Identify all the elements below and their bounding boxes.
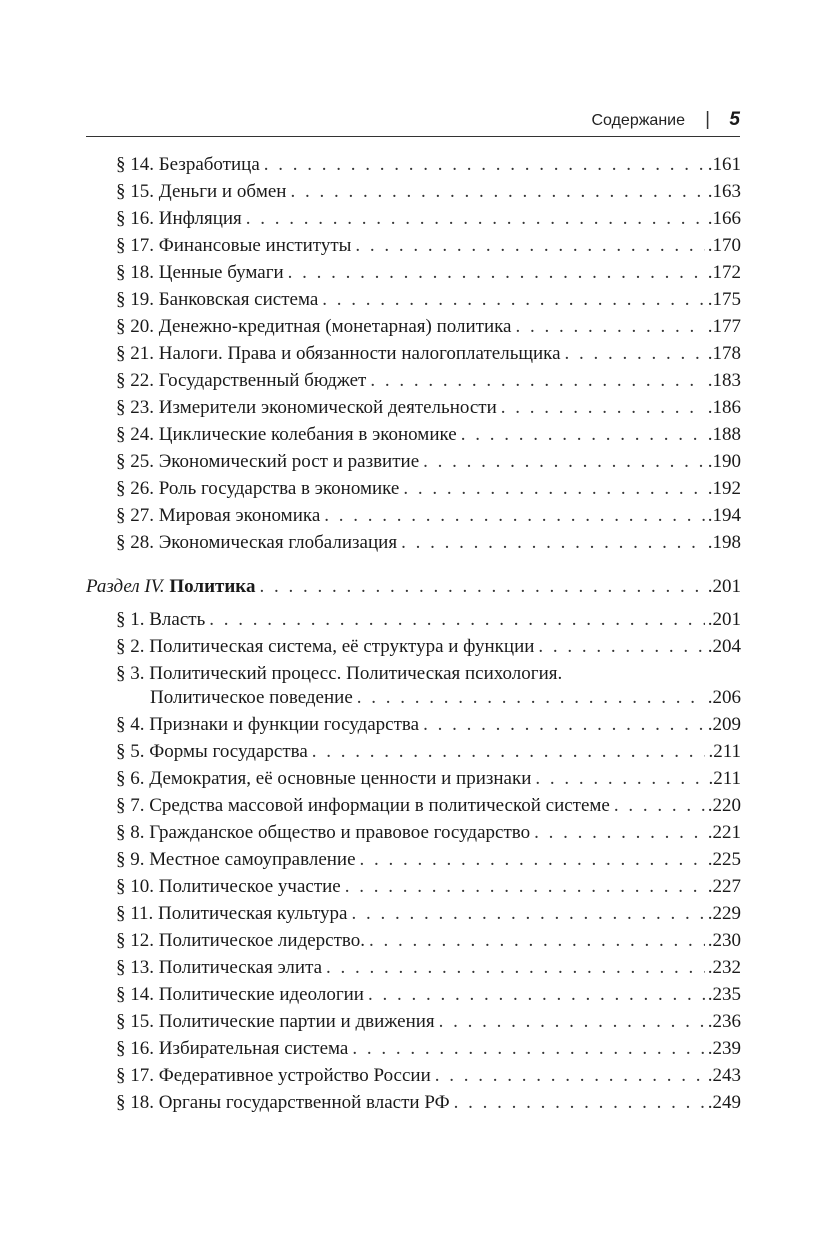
entry-page: .178 — [707, 343, 741, 364]
toc-entry[interactable] — [116, 422, 741, 448]
leader-dots — [401, 530, 705, 556]
toc-entry[interactable] — [116, 874, 741, 900]
toc-entry[interactable] — [116, 368, 741, 394]
entry-page: .198 — [707, 532, 741, 553]
entry-label: § 5. Формы государства — [116, 741, 308, 762]
leader-dots — [351, 901, 704, 927]
entry-page: .229 — [707, 903, 741, 924]
entry-page: .172 — [707, 262, 741, 283]
entry-label: § 9. Местное самоуправление — [116, 849, 356, 870]
leader-dots — [535, 766, 705, 792]
toc-entry[interactable] — [116, 341, 741, 367]
entry-label: § 16. Избирательная система — [116, 1038, 349, 1059]
entry-page: .221 — [707, 822, 741, 843]
entry-label: § 13. Политическая элита — [116, 957, 323, 978]
entry-page: .206 — [707, 687, 741, 708]
entry-label: § 1. Власть — [116, 609, 206, 630]
leader-dots — [454, 1090, 705, 1116]
entry-label: § 18. Ценные бумаги — [116, 262, 284, 283]
toc-entry[interactable] — [116, 530, 741, 556]
entry-page: .211 — [708, 768, 741, 789]
section-title: Политика — [169, 576, 256, 597]
toc-entry[interactable] — [116, 928, 741, 954]
leader-dots — [435, 1063, 705, 1089]
toc-entry[interactable] — [116, 1063, 741, 1089]
entry-page: .192 — [707, 478, 741, 499]
toc-entry[interactable] — [116, 152, 741, 178]
entry-page: .235 — [707, 984, 741, 1005]
entry-label: § 25. Экономический рост и развитие — [116, 451, 420, 472]
leader-dots — [565, 341, 705, 367]
entry-page: .211 — [708, 741, 741, 762]
leader-dots — [352, 1036, 704, 1062]
toc-entry[interactable] — [116, 1036, 741, 1062]
toc-entry[interactable] — [116, 982, 741, 1008]
leader-dots — [370, 368, 704, 394]
entry-label: § 17. Финансовые институты — [116, 235, 352, 256]
leader-dots — [264, 152, 705, 178]
entry-label: § 7. Средства массовой информации в политической системе — [116, 795, 610, 816]
entry-label: § 12. Политическое лидерство. — [116, 930, 365, 951]
entry-page: .188 — [707, 424, 741, 445]
entry-label: § 24. Циклические колебания в экономике — [116, 424, 457, 445]
entry-page: .190 — [707, 451, 741, 472]
section-page: .201 — [707, 576, 741, 597]
toc-entry[interactable] — [116, 233, 741, 259]
toc-entry[interactable] — [116, 607, 741, 633]
entry-page: .161 — [707, 154, 741, 175]
leader-dots — [324, 503, 705, 529]
leader-dots — [423, 712, 705, 738]
entry-label: § 19. Банковская система — [116, 289, 319, 310]
entry-label: § 18. Органы государственной власти РФ — [116, 1092, 450, 1113]
toc-entry[interactable] — [116, 847, 741, 873]
leader-dots — [423, 449, 705, 475]
toc-entry[interactable] — [116, 179, 741, 205]
entry-label: § 16. Инфляция — [116, 208, 242, 229]
toc-entry-line1[interactable]: § 3. Политический процесс. Политическая психология. — [116, 663, 563, 684]
entry-label: § 11. Политическая культура — [116, 903, 348, 924]
entry-page: .249 — [707, 1092, 741, 1113]
leader-dots — [357, 685, 705, 711]
leader-dots — [501, 395, 705, 421]
leader-dots — [368, 982, 705, 1008]
leader-dots — [439, 1009, 705, 1035]
entry-label: § 15. Политические партии и движения — [116, 1011, 435, 1032]
toc-entry[interactable] — [116, 955, 741, 981]
entry-label: § 4. Признаки и функции государства — [116, 714, 420, 735]
toc-entry[interactable] — [116, 395, 741, 421]
entry-label: § 21. Налоги. Права и обязанности налогоплательщика — [116, 343, 561, 364]
entry-label: § 28. Экономическая глобализация — [116, 532, 398, 553]
entry-page: .230 — [707, 930, 741, 951]
toc-entry[interactable] — [116, 260, 741, 286]
leader-dots — [259, 574, 704, 600]
entry-label: § 22. Государственный бюджет — [116, 370, 367, 391]
leader-dots — [322, 287, 704, 313]
leader-dots — [355, 233, 704, 259]
toc-entry[interactable] — [116, 901, 741, 927]
entry-page: .227 — [707, 876, 741, 897]
toc-entry[interactable] — [116, 449, 741, 475]
entry-label: § 2. Политическая система, её структура и функции — [116, 636, 535, 657]
entry-page: .220 — [707, 795, 741, 816]
section-heading[interactable] — [86, 574, 741, 600]
leader-dots — [345, 874, 705, 900]
leader-dots — [516, 314, 705, 340]
entry-page: .232 — [707, 957, 741, 978]
entry-label: § 26. Роль государства в экономике — [116, 478, 400, 499]
entry-page: .177 — [707, 316, 741, 337]
leader-dots — [614, 793, 705, 819]
leader-dots — [290, 179, 704, 205]
toc-entry[interactable] — [116, 314, 741, 340]
leader-dots — [538, 634, 704, 660]
entry-label: § 10. Политическое участие — [116, 876, 341, 897]
entry-page: .239 — [707, 1038, 741, 1059]
entry-page: .170 — [707, 235, 741, 256]
leader-dots — [209, 607, 705, 633]
toc-entry[interactable] — [116, 634, 741, 660]
entry-page: .166 — [707, 208, 741, 229]
leader-dots — [288, 260, 705, 286]
toc-entry[interactable] — [116, 820, 741, 846]
leader-dots — [312, 739, 706, 765]
entry-page: .186 — [707, 397, 741, 418]
toc-entry[interactable] — [116, 287, 741, 313]
section-prefix: Раздел IV. — [86, 576, 165, 597]
entry-page: .204 — [707, 636, 741, 657]
toc-entry[interactable] — [116, 503, 741, 529]
leader-dots — [360, 847, 705, 873]
header-separator: | — [705, 109, 710, 130]
leader-dots — [326, 955, 705, 981]
entry-label: § 14. Безработица — [116, 154, 260, 175]
toc-entry[interactable] — [116, 712, 741, 738]
page-number: 5 — [729, 109, 740, 130]
entry-page: .175 — [707, 289, 741, 310]
entry-page: .225 — [707, 849, 741, 870]
entry-label: § 6. Демократия, её основные ценности и признаки — [116, 768, 532, 789]
entry-label: § 15. Деньги и обмен — [116, 181, 287, 202]
leader-dots — [369, 928, 705, 954]
toc-entry[interactable] — [116, 476, 741, 502]
toc-entry-line2[interactable] — [150, 685, 741, 711]
entry-label: § 23. Измерители экономической деятельности — [116, 397, 497, 418]
section-label — [86, 574, 255, 600]
entry-label: § 20. Денежно-кредитная (монетарная) политика — [116, 316, 512, 337]
leader-dots — [461, 422, 705, 448]
entry-label: Политическое поведение — [150, 687, 353, 708]
entry-label: § 8. Гражданское общество и правовое государство — [116, 822, 531, 843]
toc-entry[interactable] — [116, 793, 741, 819]
leader-dots — [534, 820, 705, 846]
running-header — [86, 106, 740, 137]
entry-page: .183 — [707, 370, 741, 391]
leader-dots — [403, 476, 704, 502]
toc-entry[interactable] — [116, 1009, 741, 1035]
entry-label: § 27. Мировая экономика — [116, 505, 321, 526]
entry-label: § 14. Политические идеологии — [116, 984, 364, 1005]
toc-entry[interactable] — [116, 766, 741, 792]
entry-label: § 17. Федеративное устройство России — [116, 1065, 431, 1086]
toc-entry[interactable] — [116, 1090, 741, 1116]
entry-page: .194 — [707, 505, 741, 526]
toc-entry[interactable] — [116, 739, 741, 765]
header-title: Содержание — [591, 112, 685, 129]
entry-page: .163 — [707, 181, 741, 202]
entry-page: .209 — [707, 714, 741, 735]
entry-page: .243 — [707, 1065, 741, 1086]
toc-entry[interactable] — [116, 206, 741, 232]
entry-page: .201 — [707, 609, 741, 630]
leader-dots — [246, 206, 705, 232]
entry-page: .236 — [707, 1011, 741, 1032]
